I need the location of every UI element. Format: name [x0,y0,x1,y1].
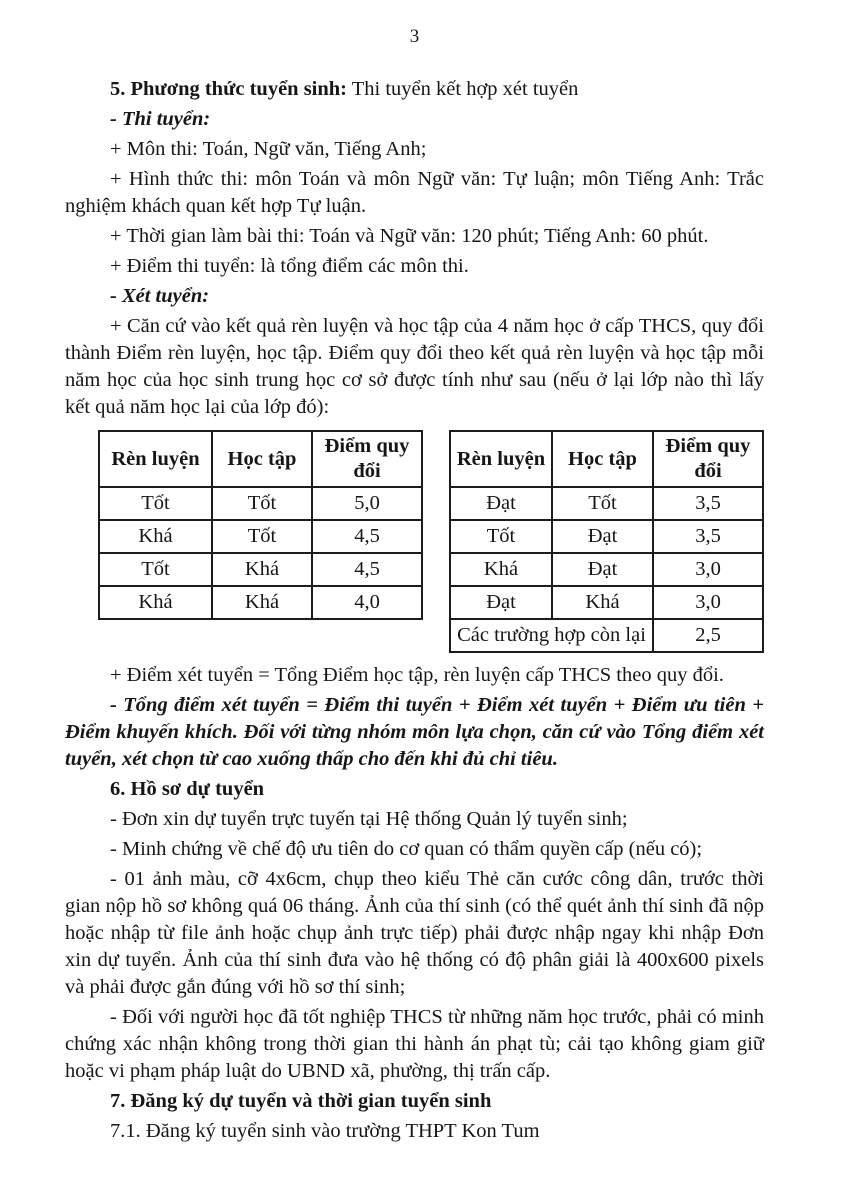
table-cell: Khá [450,553,552,586]
table-cell: 4,0 [312,586,422,619]
table-row [450,520,763,553]
table-cell: Tốt [212,487,312,520]
header-cell-ren-luyen: Rèn luyện [450,431,552,487]
table-footer-row [450,619,763,652]
section5-heading [65,76,764,103]
table-cell-footer-value: 2,5 [653,619,763,652]
paragraph-tong-diem-xet-tuyen: - Tổng điểm xét tuyển = Điểm thi tuyển + Điểm xét tuyển + Điểm ưu tiên + Điểm khuyến khích. Đối với từng nhóm môn lựa chọn, căn cứ vào Tổng điểm xét tuyển, xét chọn từ cao xuống thấp cho đến khi đủ chỉ tiêu. [65,694,764,770]
thi-tuyen-subheading: - Thi tuyển: [110,108,211,130]
table-cell: 4,5 [312,520,422,553]
paragraph-hinh-thuc-thi: + Hình thức thi: môn Toán và môn Ngữ văn: Tự luận; môn Tiếng Anh: Trắc nghiệm khách quan kết hợp Tự luận. [65,168,764,217]
table-row [99,520,422,553]
paragraph-minh-chung: - Minh chứng về chế độ ưu tiên do cơ quan có thẩm quyền cấp (nếu có); [110,838,703,860]
table-row [450,487,763,520]
table-row [99,553,422,586]
table-cell: 3,5 [653,520,763,553]
section6-heading: 6. Hồ sơ dự tuyển [110,778,265,800]
table-cell: Đạt [450,487,552,520]
section7-heading: 7. Đăng ký dự tuyển và thời gian tuyển sinh [110,1090,492,1112]
table-cell: Đạt [450,586,552,619]
paragraph-don-xin: - Đơn xin dự tuyển trực tuyến tại Hệ thống Quản lý tuyển sinh; [110,808,628,830]
paragraph-can-cu: + Căn cứ vào kết quả rèn luyện và học tập của 4 năm học ở cấp THCS, quy đổi thành Điểm rèn luyện, học tập. Điểm quy đổi theo kết quả rèn luyện và học tập mỗi năm học của học sinh trung học cơ sở được tính như sau (nếu ở lại lớp nào thì lấy kết quả năm học lại của lớp đó): [65,315,764,418]
table-cell-footer-label: Các trường hợp còn lại [450,619,653,652]
table-row [99,487,422,520]
table-cell: 3,5 [653,487,763,520]
table-cell: Khá [212,553,312,586]
table-cell: 5,0 [312,487,422,520]
table-cell: Tốt [450,520,552,553]
header-cell-diem-quy-doi: Điểm quy đổi [312,431,422,487]
header-cell-diem-quy-doi: Điểm quy đổi [653,431,763,487]
paragraph-mon-thi: + Môn thi: Toán, Ngữ văn, Tiếng Anh; [110,138,427,160]
table-cell: Khá [212,586,312,619]
table-header-row [450,431,763,487]
paragraph-diem-xet-tuyen: + Điểm xét tuyển = Tổng Điểm học tập, rèn luyện cấp THCS theo quy đổi. [110,664,724,686]
table-row [99,586,422,619]
paragraph-anh-mau: - 01 ảnh màu, cỡ 4x6cm, chụp theo kiểu Thẻ căn cước công dân, trước thời gian nộp hồ sơ không quá 06 tháng. Ảnh của thí sinh (có thể quét ảnh thí sinh đã nộp hoặc nhập từ file ảnh hoặc chụp ảnh trực tiếp) phải được nhập ngay khi nhập Đơn xin dự tuyển. Ảnh của thí sinh đưa vào hệ thống có độ phân giải là 400x600 pixels và phải được gắn đúng với hồ sơ thí sinh; [65,868,764,998]
conversion-table-left [98,430,423,620]
table-cell: Đạt [552,520,653,553]
paragraph-doi-voi-nguoi-hoc: - Đối với người học đã tốt nghiệp THCS từ những năm học trước, phải có minh chứng xác nhận không trong thời gian thi hành án phạt tù; cải tạo không giam giữ hoặc vi phạm pháp luật do UBND xã, phường, thị trấn cấp. [65,1006,764,1082]
table-row [450,553,763,586]
header-cell-ren-luyen: Rèn luyện [99,431,212,487]
xet-tuyen-subheading: - Xét tuyển: [110,285,210,307]
paragraph-thoi-gian: + Thời gian làm bài thi: Toán và Ngữ văn: 120 phút; Tiếng Anh: 60 phút. [110,225,709,247]
header-cell-hoc-tap: Học tập [552,431,653,487]
section5-heading-label: 5. Phương thức tuyển sinh: [110,78,348,100]
header-cell-hoc-tap: Học tập [212,431,312,487]
table-cell: Tốt [99,487,212,520]
conversion-table-right [449,430,764,653]
table-row [450,586,763,619]
table-cell: Tốt [212,520,312,553]
table-cell: 3,0 [653,553,763,586]
table-cell: Khá [99,586,212,619]
section5-heading-value: Thi tuyển kết hợp xét tuyển [347,78,579,100]
table-cell: 4,5 [312,553,422,586]
table-header-row [99,431,422,487]
page-number: 3 [409,26,420,47]
paragraph-7-1: 7.1. Đăng ký tuyển sinh vào trường THPT Kon Tum [110,1120,540,1142]
table-cell: Tốt [99,553,212,586]
table-cell: Đạt [552,553,653,586]
conversion-tables-row [98,430,764,653]
table-cell: Khá [552,586,653,619]
table-cell: 3,0 [653,586,763,619]
table-cell: Khá [99,520,212,553]
table-cell: Tốt [552,487,653,520]
paragraph-diem-thi-tuyen: + Điểm thi tuyển: là tổng điểm các môn thi. [110,255,469,277]
